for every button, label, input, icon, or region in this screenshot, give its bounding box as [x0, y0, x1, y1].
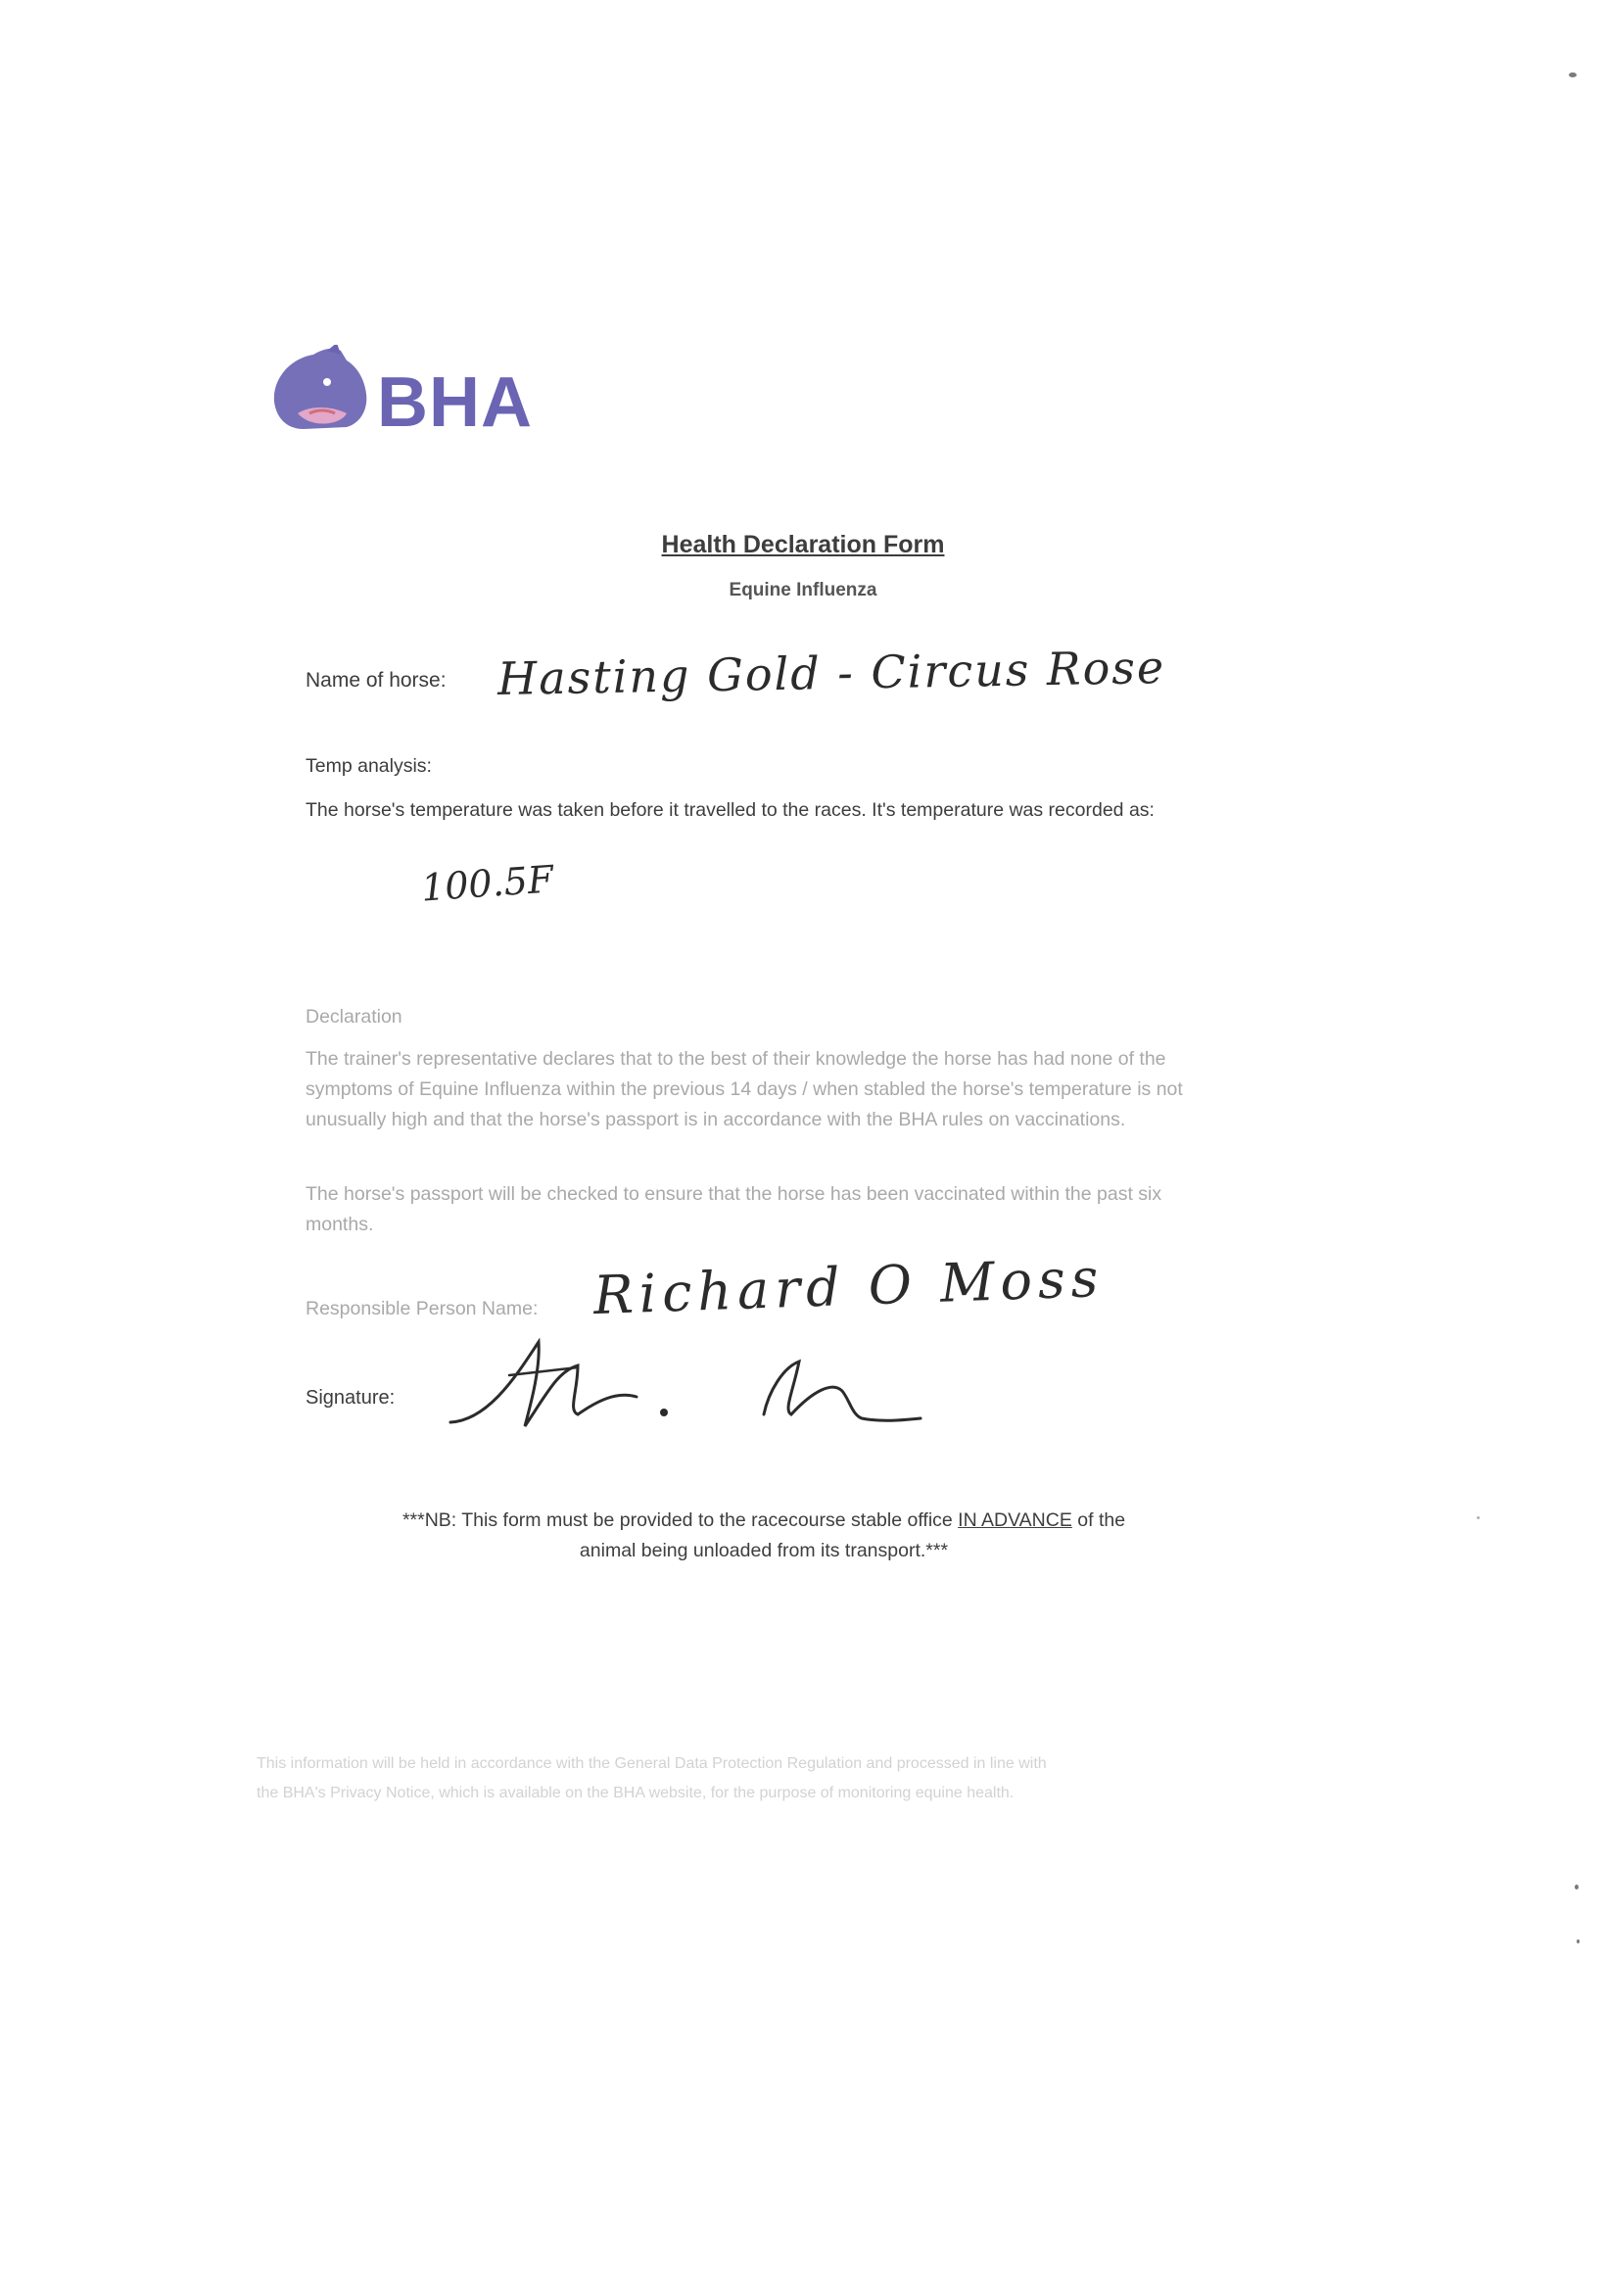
responsible-person-handwritten: Richard O Moss	[592, 1246, 1106, 1327]
scan-speck	[1477, 1516, 1480, 1519]
notice-suffix: of the	[1071, 1509, 1126, 1531]
footer-line-2: the BHA's Privacy Notice, which is available on the BHA website, for the purpose of monitoring equine health.	[257, 1785, 1015, 1801]
declaration-heading: Declaration	[306, 1006, 402, 1028]
handwritten-signature	[431, 1332, 940, 1440]
notice-prefix: ***NB: This form must be provided to the racecourse stable office	[402, 1509, 959, 1531]
advance-notice	[294, 1506, 1234, 1566]
form-subtitle: Equine Influenza	[729, 580, 877, 600]
bha-logo-text: BHA	[377, 363, 533, 442]
horse-name-handwritten: Hasting Gold - Circus Rose	[496, 641, 1166, 705]
footer-line-1: This information will be held in accordance with the General Data Protection Regulation and processed in line with	[257, 1755, 1047, 1772]
temperature-heading: Temp analysis:	[306, 755, 432, 777]
scan-speck	[1575, 1885, 1579, 1889]
notice-line-2: animal being unloaded from its transport.***	[579, 1540, 949, 1561]
responsible-person-label: Responsible Person Name:	[306, 1298, 539, 1319]
temperature-statement: The horse's temperature was taken before it travelled to the races. It's temperature was recorded as:	[306, 799, 1155, 821]
notice-emphasis: IN ADVANCE	[958, 1509, 1072, 1531]
declaration-paragraph-1: The trainer's representative declares that to the best of their knowledge the horse has had none of the symptoms of Equine Influenza within the previous 14 days / when stabled the horse's temperature is not unusually high and that the horse's passport is in accordance with the BHA rules on vaccinations.	[306, 1048, 1183, 1130]
privacy-footer	[257, 1749, 1226, 1808]
signature-label: Signature:	[306, 1387, 396, 1409]
temperature-handwritten: 100.5F	[419, 857, 555, 910]
horse-name-label: Name of horse:	[306, 669, 447, 692]
declaration-paragraph-2: The horse's passport will be checked to ensure that the horse has been vaccinated within the past six months.	[306, 1183, 1162, 1235]
scan-speck	[1569, 72, 1577, 77]
scan-speck	[1577, 1939, 1580, 1943]
form-title: Health Declaration Form	[661, 531, 945, 558]
